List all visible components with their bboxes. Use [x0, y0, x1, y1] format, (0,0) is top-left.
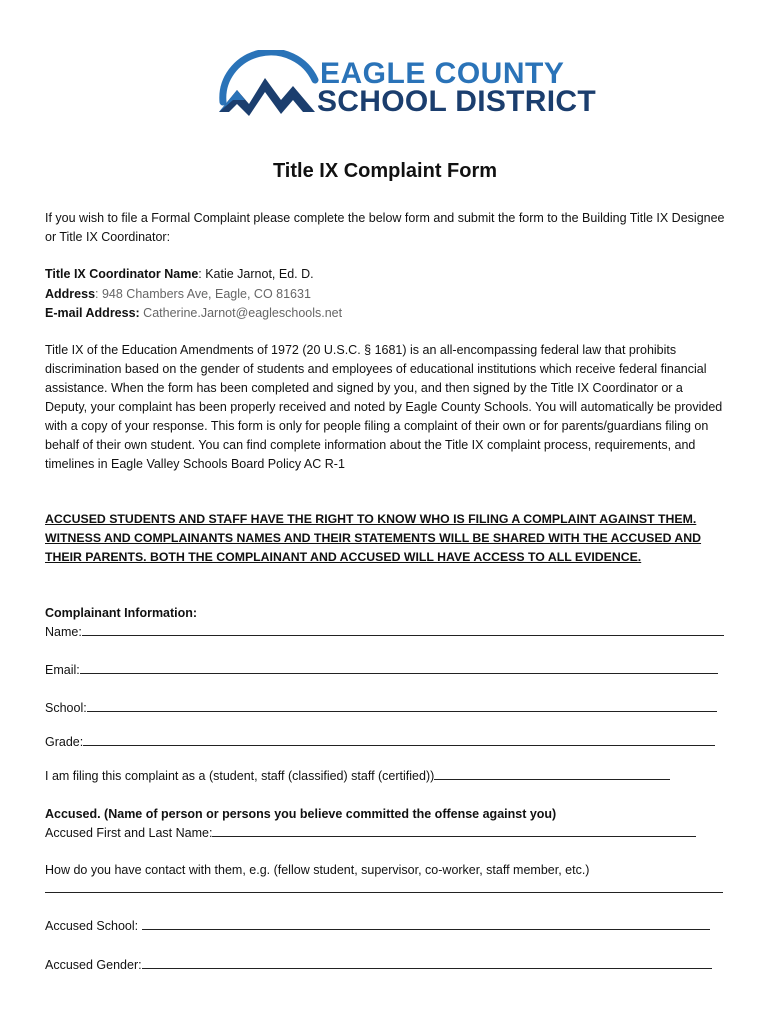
- address-label: Address: [45, 287, 96, 301]
- name-label: Name:: [45, 625, 82, 639]
- accused-school-field[interactable]: [45, 917, 710, 936]
- coordinator-name-line: [45, 265, 314, 284]
- contact-field[interactable]: [45, 880, 723, 899]
- title-ix-paragraph: Title IX of the Education Amendments of 1972 (20 U.S.C. § 1681) is an all-encompassing federal law that prohibits discrimination based on the gender of students and employees of educational institutions which receive federal financial assistance. When the form has been completed and signed by you, and then signed by the Title IX Coordinator or a Deputy, your complaint has been properly received and noted by Eagle County Schools. You will automatically be provided with a copy of your response. This form is only for people filing a complaint of their own or for parents/guardians filing on behalf of their own student. You can find complete information about the Title IX complaint process, requirements, and timelines in Eagle Valley Schools Board Policy AC R-1: [45, 343, 723, 471]
- accused-heading: Accused. (Name of person or persons you believe committed the offense against you): [45, 807, 557, 821]
- filing-as-field[interactable]: [45, 767, 670, 786]
- accused-name-field[interactable]: [45, 824, 696, 843]
- contact-question: How do you have contact with them, e.g. (fellow student, supervisor, co-worker, staff member, etc.): [45, 863, 590, 877]
- email-address-value: Catherine.Jarnot@eagleschools.net: [139, 306, 343, 320]
- accused-school-label: Accused School:: [45, 919, 139, 933]
- accused-gender-blank[interactable]: [142, 956, 712, 969]
- email-blank[interactable]: [80, 661, 718, 674]
- email-field[interactable]: [45, 661, 718, 680]
- filing-as-blank[interactable]: [434, 767, 670, 780]
- logo-text-eagle-county: EAGLE COUNTY: [320, 57, 565, 90]
- mountain-logo-icon: [215, 50, 325, 124]
- district-logo: [215, 50, 596, 124]
- warning-notice: ACCUSED STUDENTS AND STAFF HAVE THE RIGHT TO KNOW WHO IS FILING A COMPLAINT AGAINST THEM. WITNESS AND COMPLAINANTS NAMES AND THEIR STATEMENTS WILL BE SHARED WITH THE ACCUSED AND THEIR PARENTS. BOTH THE COMPLAINANT AND ACCUSED WILL HAVE ACCESS TO ALL EVIDENCE.: [45, 512, 702, 564]
- coordinator-address-line: [45, 285, 311, 304]
- address-value: : 948 Chambers Ave, Eagle, CO 81631: [95, 287, 311, 301]
- page-title: Title IX Complaint Form: [272, 160, 498, 182]
- school-blank[interactable]: [87, 699, 717, 712]
- email-address-label: E-mail Address:: [45, 306, 140, 320]
- grade-field[interactable]: [45, 733, 715, 752]
- name-blank[interactable]: [82, 623, 724, 636]
- accused-gender-label: Accused Gender:: [45, 958, 142, 972]
- coordinator-name-value: : Katie Jarnot, Ed. D.: [198, 267, 314, 281]
- intro-text: If you wish to file a Formal Complaint please complete the below form and submit the form to the Building Title IX Designee or Title IX Coordinator:: [45, 211, 725, 244]
- accused-gender-field[interactable]: [45, 956, 712, 975]
- complainant-heading: Complainant Information:: [45, 606, 198, 620]
- name-field[interactable]: [45, 623, 724, 642]
- accused-name-label: Accused First and Last Name:: [45, 826, 213, 840]
- email-label: Email:: [45, 663, 80, 677]
- grade-blank[interactable]: [83, 733, 715, 746]
- school-field[interactable]: [45, 699, 717, 718]
- filing-as-label: I am filing this complaint as a (student, staff (classified) staff (certified)): [45, 769, 435, 783]
- accused-school-blank[interactable]: [142, 917, 710, 930]
- accused-name-blank[interactable]: [212, 824, 696, 837]
- contact-blank[interactable]: [45, 880, 723, 893]
- coordinator-name-label: Title IX Coordinator Name: [45, 267, 199, 281]
- grade-label: Grade:: [45, 735, 84, 749]
- logo-text-school-district: SCHOOL DISTRICT: [317, 85, 596, 118]
- coordinator-email-line: [45, 304, 342, 323]
- school-label: School:: [45, 701, 87, 715]
